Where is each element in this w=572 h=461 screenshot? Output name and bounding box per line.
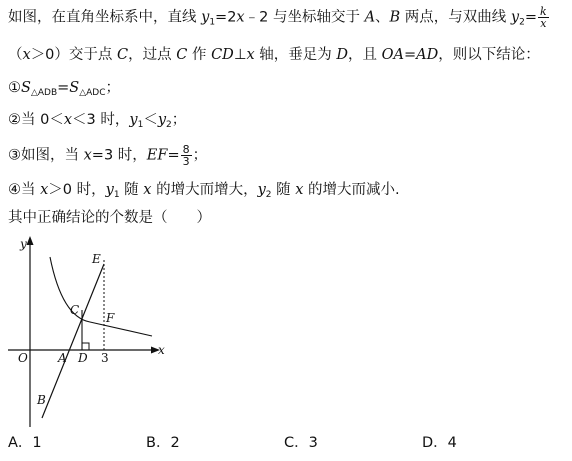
text-segment: ﹣2 与坐标轴交于	[244, 9, 365, 26]
var-x: x	[83, 147, 92, 164]
coordinate-graph	[0, 232, 200, 432]
var-y: y	[105, 182, 114, 198]
statement-2	[8, 110, 186, 135]
denominator: x	[540, 17, 547, 30]
point-c: C	[117, 47, 129, 63]
circled-number: ④	[8, 182, 21, 198]
question-text: 其中正确结论的个数是（ ）	[8, 210, 211, 226]
text-segment: ＜	[143, 112, 158, 128]
segment-ef: EF	[146, 147, 168, 164]
label-c: C	[70, 303, 80, 317]
segment-ad: AD	[416, 47, 439, 63]
subscript: 1	[137, 120, 144, 130]
var-x: x	[236, 9, 245, 26]
label-three: 3	[101, 351, 109, 365]
text-segment: =	[167, 147, 180, 164]
right-angle-mark	[82, 343, 89, 350]
subscript: 2	[166, 120, 172, 130]
text-segment: ＞0 时，	[48, 182, 106, 198]
fraction-k-over-x	[538, 6, 549, 29]
text-segment: =	[403, 47, 417, 63]
text-segment: ＞0）交于点	[30, 47, 118, 63]
numerator: 8	[182, 143, 190, 156]
problem-line-2	[8, 45, 540, 65]
label-a: A	[58, 351, 67, 365]
text-segment: 当	[21, 182, 41, 198]
text-segment: ；	[192, 147, 208, 164]
text-segment: ；	[105, 80, 121, 96]
text-segment: 的增大而增大，	[151, 182, 258, 198]
text-segment: =	[524, 9, 538, 26]
var-y: y	[510, 9, 520, 26]
label-o: O	[18, 351, 28, 365]
subscript: 1	[113, 190, 120, 200]
subscript: 2	[265, 190, 272, 200]
point-b: B	[389, 9, 401, 26]
var-s: S	[21, 80, 31, 96]
subscript: 2	[519, 17, 525, 28]
label-x: x	[158, 343, 165, 357]
option-d[interactable]: D．4	[422, 435, 457, 451]
label-e: E	[92, 252, 101, 266]
text-segment: （	[8, 47, 23, 63]
statement-3	[8, 144, 207, 167]
text-segment: =3 时，	[91, 147, 147, 164]
text-segment: 作	[187, 47, 212, 63]
option-b[interactable]: B．2	[146, 435, 180, 451]
var-y: y	[157, 112, 167, 128]
text-segment: ；	[171, 112, 187, 128]
subscript: 1	[209, 17, 216, 28]
text-segment: ，则以下结论：	[438, 47, 540, 63]
text-segment: 随	[119, 182, 144, 198]
text-segment: ＜3 时，	[72, 112, 130, 128]
subscript: △ADC	[79, 88, 106, 98]
fraction-8-over-3	[181, 144, 192, 167]
text-segment: ，过点	[128, 47, 177, 63]
var-x: x	[63, 112, 73, 128]
circled-number: ①	[8, 80, 21, 96]
statement-1	[8, 78, 120, 103]
segment-cd: CD	[211, 47, 234, 63]
text-segment: =S	[57, 80, 80, 96]
line-y1	[42, 264, 104, 418]
point-c: C	[176, 47, 188, 63]
var-x: x	[40, 182, 49, 198]
var-y: y	[257, 182, 266, 198]
label-d: D	[78, 351, 88, 365]
text-segment: 如图，当	[21, 147, 84, 164]
hyperbola-curve	[50, 257, 152, 336]
var-x: x	[246, 47, 255, 63]
problem-line-1	[8, 6, 550, 33]
text-segment: 的增大而减小.	[303, 182, 400, 198]
text-segment: ⊥	[233, 47, 247, 63]
var-x: x	[143, 182, 152, 198]
circled-number: ②	[8, 112, 21, 128]
text-segment: =2	[215, 9, 237, 26]
segment-oa: OA	[381, 47, 404, 63]
option-c[interactable]: C．3	[284, 435, 318, 451]
y-axis-arrow	[27, 236, 34, 245]
label-y: y	[20, 237, 27, 251]
var-x: x	[22, 47, 31, 63]
text-segment: 如图，在直角坐标系中，直线	[8, 9, 202, 26]
denominator: 3	[182, 155, 190, 168]
var-x: x	[295, 182, 304, 198]
text-segment: 、	[375, 9, 390, 26]
text-segment: 轴，垂足为	[254, 47, 337, 63]
label-f: F	[106, 311, 115, 325]
point-d: D	[336, 47, 348, 63]
text-segment: ，且	[348, 47, 382, 63]
statement-4	[8, 180, 400, 205]
text-segment: 两点，与双曲线	[400, 9, 511, 26]
text-segment: 随	[271, 182, 296, 198]
circled-number: ③	[8, 147, 21, 164]
var-y: y	[201, 9, 210, 26]
point-a: A	[364, 9, 376, 26]
var-y: y	[129, 112, 138, 128]
text-segment: 当 0＜	[21, 112, 64, 128]
numerator: k	[540, 5, 547, 18]
label-b: B	[37, 393, 46, 407]
option-a[interactable]: A．1	[8, 435, 42, 451]
subscript: △ADB	[30, 88, 58, 98]
